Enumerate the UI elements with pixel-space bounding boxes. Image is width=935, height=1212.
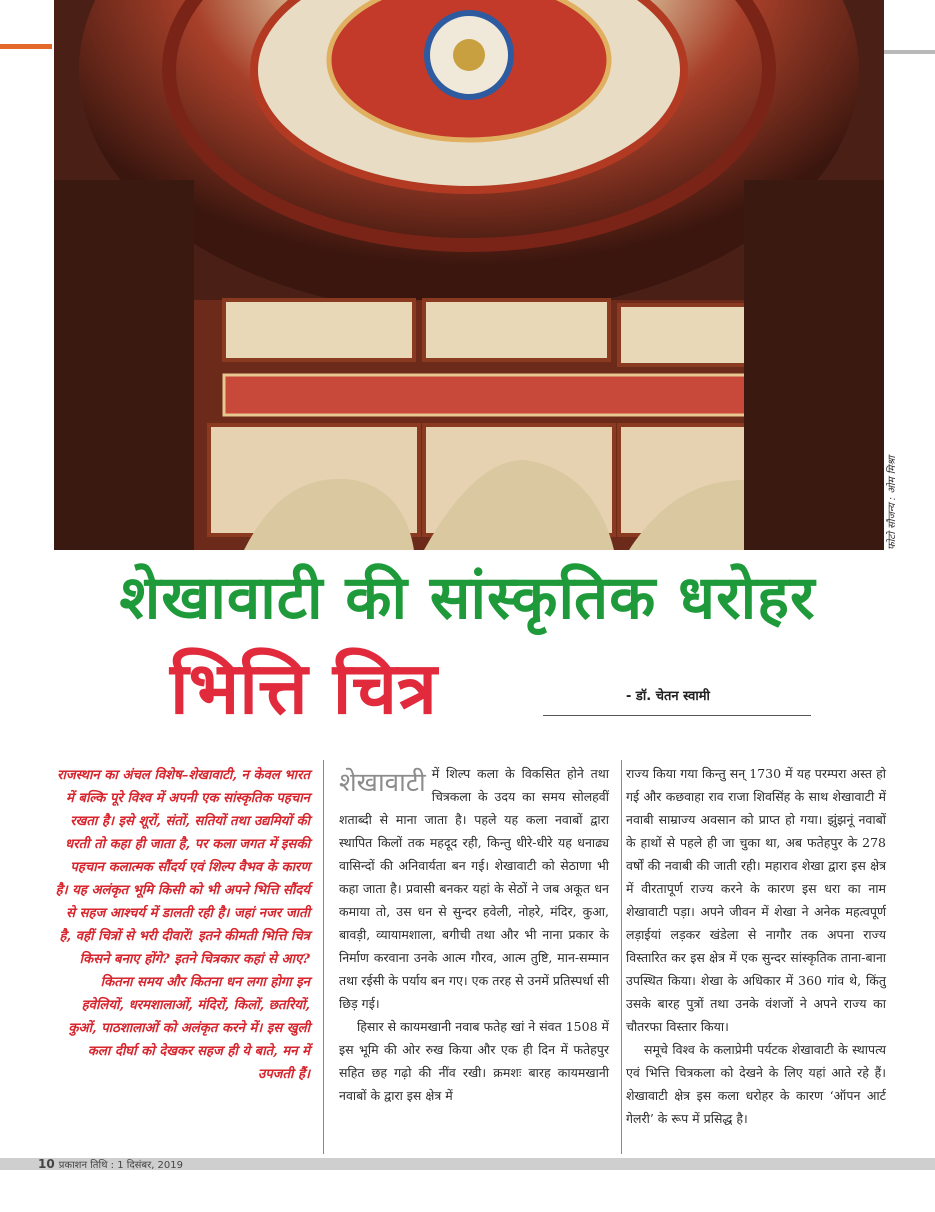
publication-date: प्रकाशन तिथि : 1 दिसंबर, 2019 [58,1160,183,1171]
byline-rule [543,715,811,716]
author-byline: - डॉ. चेतन स्वामी [626,689,710,704]
article-column-right [626,762,886,1130]
article-column-middle [339,762,609,1107]
page-number: 10 [38,1157,55,1171]
intro-paragraph: राजस्थान का अंचल विशेष–शेखावाटी, न केवल भारत में बल्कि पूरे विश्व में अपनी एक सांस्कृतिक पहचान रखता है। इसे शूरों, संतों, सतियों तथा उद्यमियों की धरती तो कहा ही जाता है, पर कला जगत में इसकी पहचान कलात्मक सौंदर्य एवं शिल्प वैभव के कारण है। यह अलंकृत भूमि किसी को भी अपने भित्ति सौंदर्य से सहज आश्चर्य में डालती रही है। जहां नजर जाती है, वहीं चित्रों से भरी दीवारें! इतने कीमती भित्ति चित्र किसने बनाए होंगे? इतने चित्रकार कहां से आए? कितना समय और कितना धन लगा होगा इन हवेलियों, धरमशालाओं, मंदिरों, किलों, छतरियों, कुओं, पाठशालाओं को अलंकृत करने में। इस खुली कला दीर्घा को देखकर सहज ही ये बाते, मन में उपजती हैं। [55,768,310,1082]
article-subtitle: भित्ति चित्र [170,646,437,730]
column-divider [621,760,622,1154]
paragraph: हिसार से कायमखानी नवाब फतेह खां ने संवत 1508 में इस भूमि की ओर रुख किया और एक ही दिन में फतेहपुर सहित छह गढ़ो की नींव रखी। क्रमशः बारह कायमखानी नवाबों के द्वारा इस क्षेत्र में [339,1019,609,1103]
column-divider [323,760,324,1154]
accent-bar-left [0,44,52,49]
painted-ceiling-image [54,0,884,550]
paragraph-text: में शिल्प कला के विकसित होने तथा चित्रकला के उदय का समय सोलहवीं शताब्दी से माना जाता है। पहले यह कला नवाबों द्वारा स्थापित किलों तक महदूद रही, किन्तु धीरे-धीरे यह धनाढ्य वासिन्दों की अनिवार्यता बन गई। शेखावाटी को सेठाणा भी कहा जाता है। प्रवासी बनकर यहां के सेठों ने जब अकूत धन कमाया तो, उस धन से सुन्दर हवेली, नोहरे, मंदिर, कुआ, बावड़ी, व्यायामशाला, बगीची तथा और भी नाना प्रकार के निर्माण करवाना उनके आत्म गौरव, आत्म तुष्टि, मान-सम्मान तथा रईसी के पर्याय बन गए। एक तरह से उनमें प्रतिस्पर्धा सी छिड़ गई। [339,766,609,1011]
paragraph: राज्य किया गया किन्तु सन् 1730 में यह परम्परा अस्त हो गई और कछवाहा राव राजा शिवसिंह के साथ शेखावाटी में नवाबी साम्राज्य अवसान को प्राप्त हो गया। झुंझनूं नवाबों के हाथों से पहले ही जा चुका था, अब फतेहपुर के 278 वर्षों की नवाबी की जाती रही। महाराव शेखा द्वारा इस क्षेत्र में वीरतापूर्ण राज्य करने के कारण इस धरा का नाम शेखावाटी पड़ा। अपने जीवन में शेखा ने अनेक महत्वपूर्ण लड़ाईयां लड़कर खंडेला से नागौर तक अपना राज्य विस्तारित कर इस क्षेत्र में एक सुन्दर सांस्कृतिक ताना-बाना उपस्थित किया। शेखा के अधिकार में 360 गांव थे, किंतु उसके बारह पुत्रों तथा उनके वंशजों ने अपने राज्य का चौतरफा विस्तार किया। [626,766,886,1034]
article-title: शेखावाटी की सांस्कृतिक धरोहर [119,563,816,633]
paragraph [339,762,609,1015]
photo-credit: फोटो सौजन्य : ओम मिश्रा [887,456,898,550]
footer [38,1157,183,1171]
dropcap: शेखावाटी [339,768,426,798]
accent-bar-right [884,50,935,54]
painted-ceiling-photo [54,0,884,550]
paragraph: समूचे विश्व के कलाप्रेमी पर्यटक शेखावाटी के स्थापत्य एवं भित्ति चित्रकला को देखने के लिए यहां आते रहे हैं। शेखावाटी क्षेत्र इस कला धरोहर के कारण ‘ऑपन आर्ट गेलरी’ के रूप में प्रसिद्ध है। [626,1042,886,1126]
